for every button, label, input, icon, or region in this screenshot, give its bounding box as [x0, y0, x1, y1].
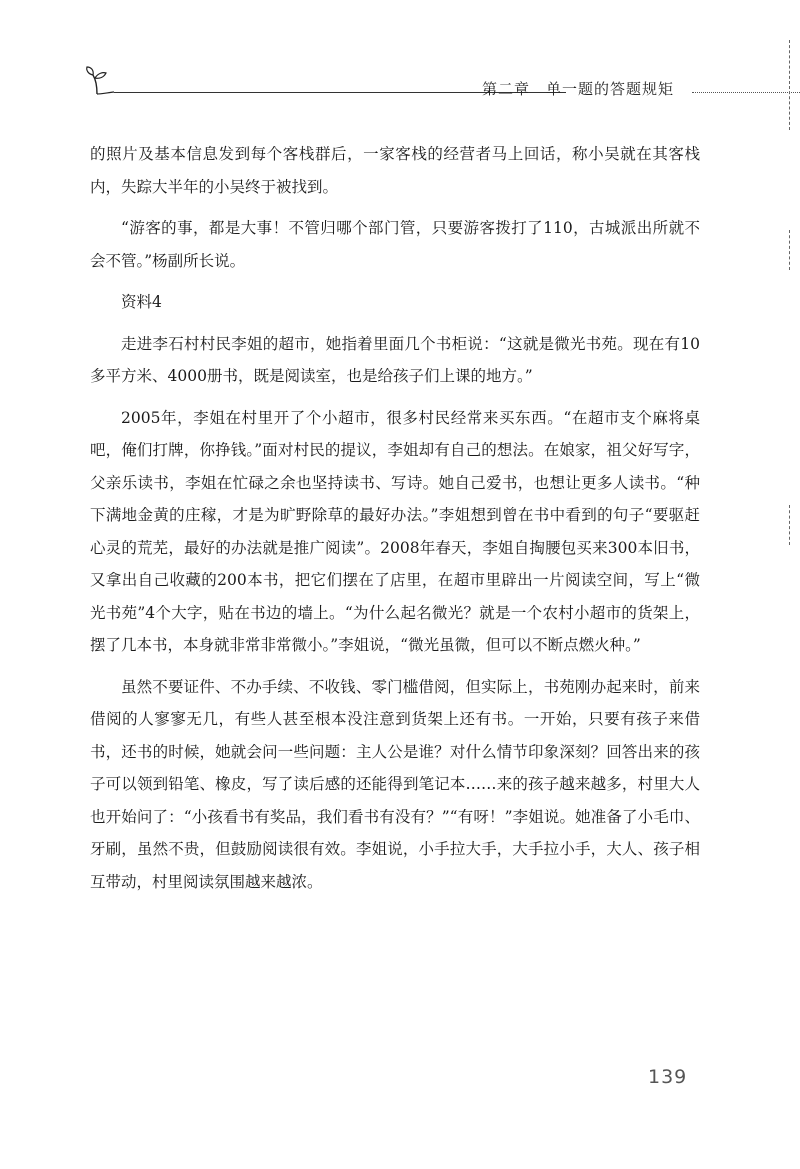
chapter-title: 第二章 单一题的答题规矩: [482, 80, 675, 98]
paragraph: “游客的事，都是大事！不管归哪个部门管，只要游客拨打了110，古城派出所就不会不管。”杨副所长说。: [90, 219, 700, 270]
paragraph: 的照片及基本信息发到每个客栈群后，一家客栈的经营者马上回话，称小吴就在其客栈内，失踪大半年的小吴终于被找到。: [90, 145, 700, 196]
section-heading: 资料4: [121, 293, 162, 311]
paragraph: 走进李石村村民李姐的超市，她指着里面几个书柜说：“这就是微光书苑。现在有10多平方米、4000册书，既是阅读室，也是给孩子们上课的地方。”: [90, 334, 700, 385]
page-edge-mark: [789, 40, 790, 130]
paragraph: 2005年，李姐在村里开了个小超市，很多村民经常来买东西。“在超市支个麻将桌吧，俺们打牌，你挣钱。”面对村民的提议，李姐却有自己的想法。在娘家，祖父好写字，父亲乐读书，李姐在忙碌之余也坚持读书、写诗。她自己爱书，也想让更多人读书。“种下满地金黄的庄稼，才是为旷野除草的最好办法。”李姐想到曾在书中看到的句子“要驱赶心灵的荒芜，最好的办法就是推广阅读”。2008年春天，李姐自掏腰包买来300本旧书，又拿出自己收藏的200本书，把它们摆在了店里，在超市里辟出一片阅读空间，写上“微光书苑”4个大字，贴在书边的墙上。“为什么起名微光？就是一个农村小超市的货架上，摆了几本书，本身就非常非常微小。”李姐说，“微光虽微，但可以不断点燃火种。”: [90, 408, 700, 654]
page-edge-mark: [789, 505, 790, 545]
header-dotted-rule: [692, 92, 800, 93]
body-text: [90, 138, 700, 907]
paragraph: 虽然不要证件、不办手续、不收钱、零门槛借阅，但实际上，书苑刚办起来时，前来借阅的人寥寥无几，有些人甚至根本没注意到货架上还有书。一开始，只要有孩子来借书，还书的时候，她就会问一些问题：主人公是谁？对什么情节印象深刻？回答出来的孩子可以领到铅笔、橡皮，写了读后感的还能得到笔记本……来的孩子越来越多，村里大人也开始问了：“小孩看书有奖品，我们看书有没有？”“有呀！”李姐说。她准备了小毛巾、牙刷，虽然不贵，但鼓励阅读很有效。李姐说，小手拉大手，大手拉小手，大人、孩子相互带动，村里阅读氛围越来越浓。: [90, 677, 700, 891]
sprout-icon: [84, 64, 118, 100]
page-header: [84, 64, 800, 104]
page-edge-mark: [789, 230, 790, 270]
page-number: 139: [648, 1066, 688, 1088]
